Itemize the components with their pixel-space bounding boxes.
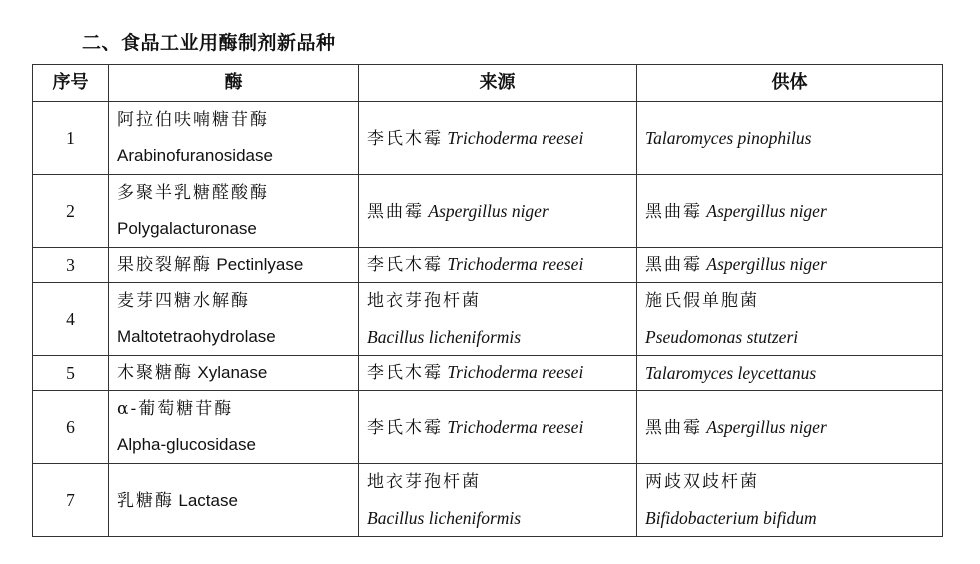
enzyme-name-cn: 乳糖酶: [117, 490, 174, 511]
donor-cell: [637, 356, 943, 391]
source-name-cn: 李氏木霉: [367, 255, 443, 275]
table-row: [33, 356, 943, 391]
enzyme-table: [32, 64, 943, 537]
enzyme-cell: [109, 248, 359, 283]
enzyme-name-cn: 阿拉伯呋喃糖苷酶: [117, 110, 269, 130]
enzyme-cell: [109, 464, 359, 537]
table-row: [33, 248, 943, 283]
donor-name-cn: 黑曲霉: [645, 255, 702, 275]
source-name-latin: Bacillus licheniformis: [367, 327, 522, 347]
row-number: 7: [33, 464, 109, 537]
enzyme-cell: [109, 356, 359, 391]
source-cell: [359, 175, 637, 248]
donor-name-cn: 施氏假单胞菌: [645, 291, 759, 311]
donor-cell: [637, 175, 943, 248]
donor-name-latin: Talaromyces leycettanus: [645, 362, 817, 383]
enzyme-name-en: Alpha-glucosidase: [117, 435, 256, 454]
donor-cell: [637, 391, 943, 464]
enzyme-cell: [109, 283, 359, 356]
source-cell: [359, 283, 637, 356]
source-name-latin: Trichoderma reesei: [447, 362, 584, 382]
enzyme-name-cn: 多聚半乳糖醛酸酶: [117, 183, 269, 203]
table-row: [33, 464, 943, 537]
source-name-cn: 黑曲霉: [367, 201, 424, 222]
donor-cell: [637, 283, 943, 356]
donor-cell: [637, 102, 943, 175]
table-row: [33, 102, 943, 175]
table-row: [33, 391, 943, 464]
table-row: [33, 283, 943, 356]
col-header-donor: 供体: [637, 65, 943, 102]
donor-name-latin: Aspergillus niger: [706, 200, 827, 221]
source-name-latin: Aspergillus niger: [428, 200, 549, 221]
enzyme-cell: [109, 175, 359, 248]
source-name-cn: 地衣芽孢杆菌: [367, 472, 481, 492]
source-name-cn: 李氏木霉: [367, 363, 443, 383]
col-header-source: 来源: [359, 65, 637, 102]
enzyme-name-en: Pectinlyase: [216, 255, 304, 274]
source-name-latin: Trichoderma reesei: [447, 254, 584, 274]
source-cell: [359, 248, 637, 283]
source-cell: [359, 391, 637, 464]
col-header-number: 序号: [33, 65, 109, 102]
enzyme-name-cn: 木聚糖酶: [117, 363, 193, 383]
donor-cell: [637, 248, 943, 283]
row-number: 5: [33, 356, 109, 391]
donor-name-cn: 黑曲霉: [645, 201, 702, 222]
donor-name-latin: Bifidobacterium bifidum: [645, 508, 817, 528]
source-name-cn: 地衣芽孢杆菌: [367, 291, 481, 311]
donor-name-latin: Talaromyces pinophilus: [645, 128, 812, 148]
enzyme-name-cn: α-葡萄糖苷酶: [117, 399, 234, 419]
enzyme-name-en: Maltotetraohydrolase: [117, 327, 276, 346]
row-number: 3: [33, 248, 109, 283]
donor-cell: [637, 464, 943, 537]
source-name-cn: 李氏木霉: [367, 128, 443, 149]
source-cell: [359, 102, 637, 175]
donor-name-cn: 两歧双歧杆菌: [645, 472, 759, 492]
source-cell: [359, 464, 637, 537]
section-heading: 二、食品工业用酶制剂新品种: [82, 32, 336, 54]
row-number: 2: [33, 175, 109, 248]
enzyme-name-en: Xylanase: [197, 363, 268, 382]
source-name-latin: Trichoderma reesei: [447, 416, 584, 437]
table-header-row: [33, 65, 943, 102]
donor-name-latin: Aspergillus niger: [706, 254, 827, 274]
enzyme-name-en: Arabinofuranosidase: [117, 146, 273, 165]
source-name-cn: 李氏木霉: [367, 417, 443, 438]
enzyme-name-cn: 果胶裂解酶: [117, 255, 212, 275]
source-name-latin: Trichoderma reesei: [447, 127, 584, 148]
col-header-enzyme: 酶: [109, 65, 359, 102]
source-name-latin: Bacillus licheniformis: [367, 508, 522, 528]
enzyme-name-en: Polygalacturonase: [117, 219, 257, 238]
donor-name-latin: Aspergillus niger: [706, 416, 827, 437]
row-number: 1: [33, 102, 109, 175]
enzyme-name-cn: 麦芽四糖水解酶: [117, 291, 250, 311]
donor-name-latin: Pseudomonas stutzeri: [645, 327, 799, 347]
enzyme-name-en: Lactase: [178, 490, 238, 510]
enzyme-cell: [109, 102, 359, 175]
source-cell: [359, 356, 637, 391]
enzyme-cell: [109, 391, 359, 464]
donor-name-cn: 黑曲霉: [645, 417, 702, 438]
row-number: 4: [33, 283, 109, 356]
row-number: 6: [33, 391, 109, 464]
table-row: [33, 175, 943, 248]
